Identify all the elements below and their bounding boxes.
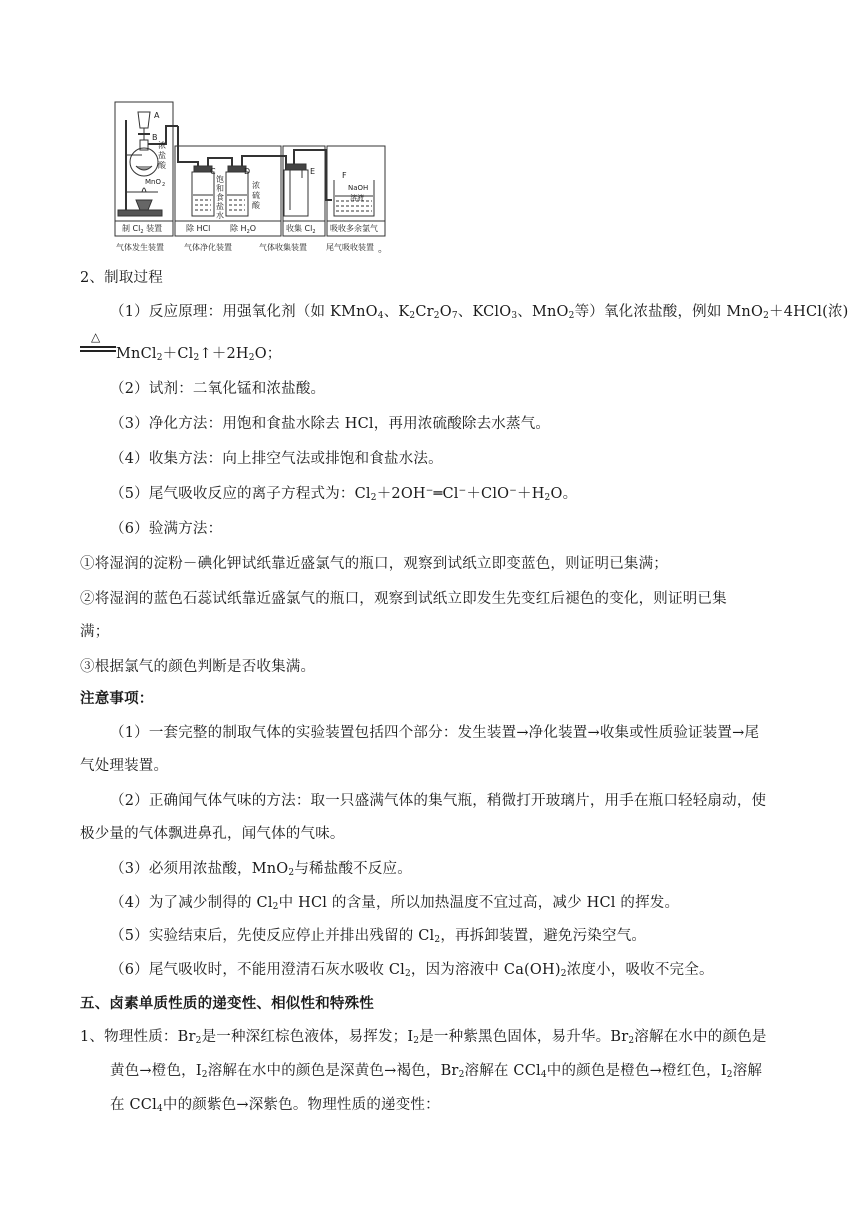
svg-text:盐: 盐	[158, 151, 166, 160]
svg-text:。: 。	[378, 244, 388, 255]
label-f: F	[342, 171, 347, 180]
note-2: （2）正确闻气体气味的方法：取一只盛满气体的集气瓶，稍微打开玻璃片，用手在瓶口轻轻扇动，使	[110, 793, 767, 809]
label-a: A	[154, 111, 160, 120]
svg-text:浓: 浓	[252, 181, 260, 190]
note-3: （3）必须用浓盐酸，MnO$_2$与稀盐酸不反应。	[110, 861, 412, 878]
svg-text:盐: 盐	[216, 202, 224, 211]
reagents: （2）试剂：二氧化锰和浓盐酸。	[110, 381, 326, 397]
svg-text:2: 2	[162, 182, 166, 188]
label-d: D	[244, 167, 251, 176]
svg-text:尾气吸收装置: 尾气吸收装置	[326, 243, 374, 252]
note-4: （4）为了减少制得的 $Cl_2$中 HCl 的含量，所以加热温度不宜过高，减少 HCl 的挥发。	[110, 895, 680, 912]
check-method-2: ②将湿润的蓝色石蕊试纸靠近盛氯气的瓶口，观察到试纸立即发生先变红后褪色的变化，则证明已集	[80, 591, 727, 607]
check-method-1: ①将湿润的淀粉－碘化钾试纸靠近盛氯气的瓶口，观察到试纸立即变蓝色，则证明已集满；	[80, 556, 668, 572]
svg-text:制 Cl2 装置: 制 $Cl_2$ 装置	[122, 224, 163, 235]
svg-text:饱: 饱	[216, 175, 224, 184]
section-heading-halogens: 五、卤素单质性质的递变性、相似性和特殊性	[80, 995, 374, 1012]
svg-text:食: 食	[216, 193, 224, 202]
svg-text:酸: 酸	[252, 201, 260, 210]
note-6: （6）尾气吸收时，不能用澄清石灰水吸收 $Cl_2$，因为溶液中 $Ca(OH)_2$浓度小，吸收不完全。	[110, 962, 714, 979]
note-1-cont: 气处理装置。	[80, 758, 169, 774]
check-method-3: ③根据氯气的颜色判断是否收集满。	[80, 659, 316, 675]
reaction-equation-products: $MnCl_2+Cl_2↑+2H_2O$；	[116, 346, 282, 363]
physical-properties-cont-2: 在 CCl$_4$中的颜紫色→深紫色。物理性质的递变性：	[110, 1097, 440, 1114]
tail-gas-ionic-equation: （5）尾气吸收反应的离子方程式为：$Cl_2+2OH^-═Cl^-+ClO^-+H_2O$。	[110, 486, 578, 503]
physical-properties-cont-1: 黄色→橙色，$I_2$溶解在水中的颜色是深黄色→褐色，$Br_2$溶解在 CCl$_4$中的颜色是橙色→橙红色，$I_2$溶解	[110, 1063, 763, 1080]
heating-equals-sign: △	[80, 334, 116, 354]
svg-text:收集 Cl2: 收集 $Cl_2$	[286, 224, 316, 235]
svg-text:浓: 浓	[158, 141, 166, 150]
svg-text:气体收集装置: 气体收集装置	[259, 243, 307, 252]
svg-text:除 H2O: 除 $H_2O$	[230, 224, 257, 235]
label-b: B	[152, 133, 158, 142]
section-heading-process: 2、制取过程	[80, 270, 163, 286]
svg-text:硫: 硫	[252, 191, 260, 200]
label-c: C	[210, 167, 216, 176]
reaction-principle: （1）反应原理：用强氧化剂（如 KMnO$_4$、$K_2Cr_2O_7$、KClO$_3$、MnO$_2$等）氧化浓盐酸，例如 MnO$_2$＋4HCl(浓)	[110, 304, 849, 321]
svg-text:NaOH: NaOH	[348, 184, 369, 192]
svg-text:和: 和	[216, 184, 224, 193]
purification-method: （3）净化方法：用饱和食盐水除去 HCl，再用浓硫酸除去水蒸气。	[110, 416, 551, 432]
svg-text:气体发生装置: 气体发生装置	[116, 243, 164, 252]
notes-heading: 注意事项：	[80, 690, 154, 707]
note-5: （5）实验结束后，先使反应停止并排出残留的 $Cl_2$，再拆卸装置，避免污染空气。	[110, 928, 647, 945]
svg-text:溶液: 溶液	[350, 194, 364, 202]
full-check-method: （6）验满方法：	[110, 521, 223, 537]
check-method-2-cont: 满；	[80, 624, 110, 640]
svg-text:气体净化装置: 气体净化装置	[184, 243, 232, 252]
svg-text:除 HCl: 除 HCl	[186, 224, 211, 233]
svg-text:吸收多余氯气: 吸收多余氯气	[330, 224, 378, 233]
chlorine-apparatus-diagram	[112, 100, 388, 258]
svg-text:水: 水	[216, 211, 224, 220]
note-2-cont: 极少量的气体飘进鼻孔，闻气体的气味。	[80, 826, 345, 842]
note-1: （1）一套完整的制取气体的实验装置包括四个部分：发生装置→净化装置→收集或性质验证装置→尾	[110, 725, 760, 741]
physical-properties: 1、物理性质：$Br_2$是一种深红棕色液体，易挥发；$I_2$是一种紫黑色固体，易升华。$Br_2$溶解在水中的颜色是	[80, 1029, 767, 1046]
collection-method: （4）收集方法：向上排空气法或排饱和食盐水法。	[110, 451, 443, 467]
svg-text:酸: 酸	[158, 161, 166, 170]
svg-text:MnO: MnO	[145, 178, 161, 186]
label-e: E	[310, 167, 316, 176]
